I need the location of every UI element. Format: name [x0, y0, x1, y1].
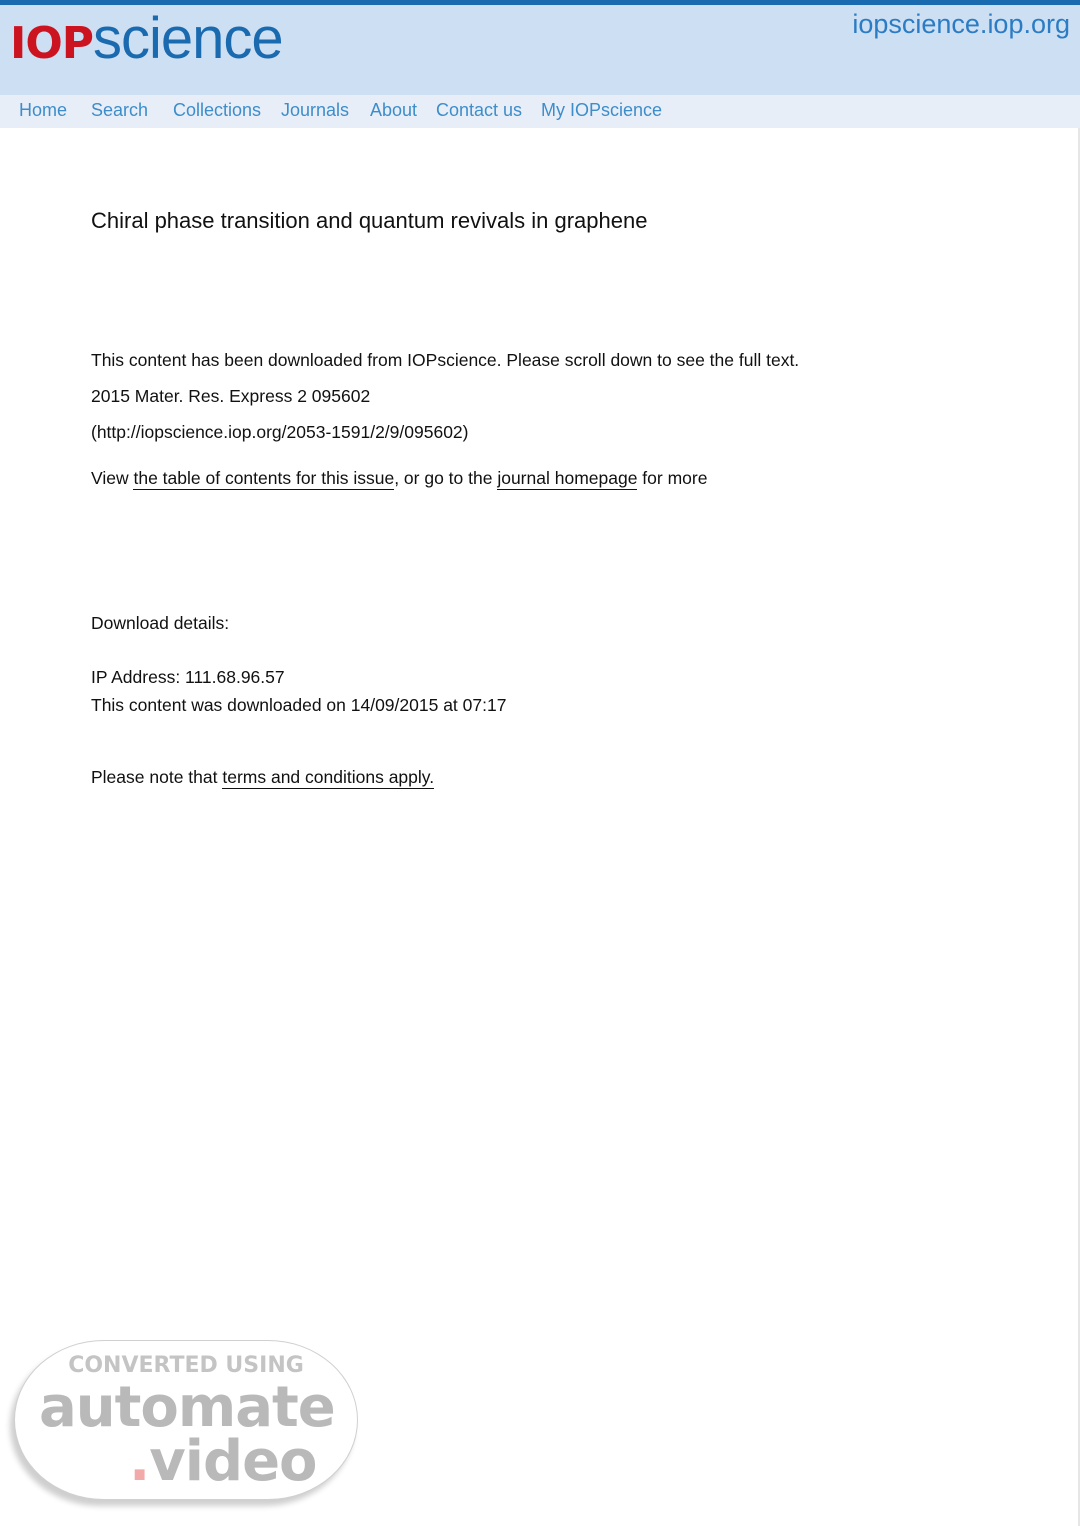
- watermark-line2: automate: [39, 1375, 335, 1440]
- logo-iop-text: IOP: [10, 18, 94, 69]
- watermark-line3: [129, 1429, 317, 1494]
- ip-address: IP Address: 111.68.96.57: [91, 667, 285, 687]
- logo-science-text: science: [93, 6, 283, 71]
- nav-search[interactable]: Search: [91, 100, 149, 120]
- nav-about[interactable]: About: [370, 100, 418, 120]
- watermark-dot: .: [129, 1429, 150, 1494]
- terms-prefix: Please note that: [91, 767, 223, 787]
- citation: 2015 Mater. Res. Express 2 095602: [91, 386, 371, 406]
- toc-link[interactable]: the table of contents for this issue: [133, 468, 395, 488]
- converter-watermark: [14, 1340, 358, 1500]
- downloaded-on: This content was downloaded on 14/09/2015 at 07:17: [91, 695, 507, 715]
- article-title: Chiral phase transition and quantum revivals in graphene: [91, 208, 648, 233]
- view-middle: , or go to the: [394, 468, 498, 488]
- nav-home[interactable]: Home: [19, 100, 68, 120]
- terms-line: [91, 767, 434, 788]
- download-details-heading: Download details:: [91, 613, 230, 633]
- journal-homepage-link[interactable]: journal homepage: [497, 468, 638, 488]
- view-prefix: View: [91, 468, 134, 488]
- watermark-line1: CONVERTED USING: [68, 1353, 304, 1378]
- nav-contact-us[interactable]: Contact us: [436, 100, 523, 120]
- main-nav: [0, 95, 1080, 128]
- watermark-video: video: [149, 1429, 317, 1494]
- site-header: [0, 5, 1080, 95]
- view-more-line: [91, 468, 707, 489]
- nav-my-iopscience[interactable]: My IOPscience: [541, 100, 663, 120]
- nav-journals[interactable]: Journals: [281, 100, 350, 120]
- iopscience-logo[interactable]: [10, 6, 283, 71]
- nav-collections[interactable]: Collections: [173, 100, 262, 120]
- download-note: This content has been downloaded from IOPscience. Please scroll down to see the full text.: [91, 350, 800, 370]
- terms-link[interactable]: terms and conditions apply.: [222, 767, 435, 787]
- view-suffix: for more: [637, 468, 708, 488]
- article-url: (http://iopscience.iop.org/2053-1591/2/9/095602): [91, 422, 469, 442]
- site-url[interactable]: iopscience.iop.org: [852, 9, 1070, 39]
